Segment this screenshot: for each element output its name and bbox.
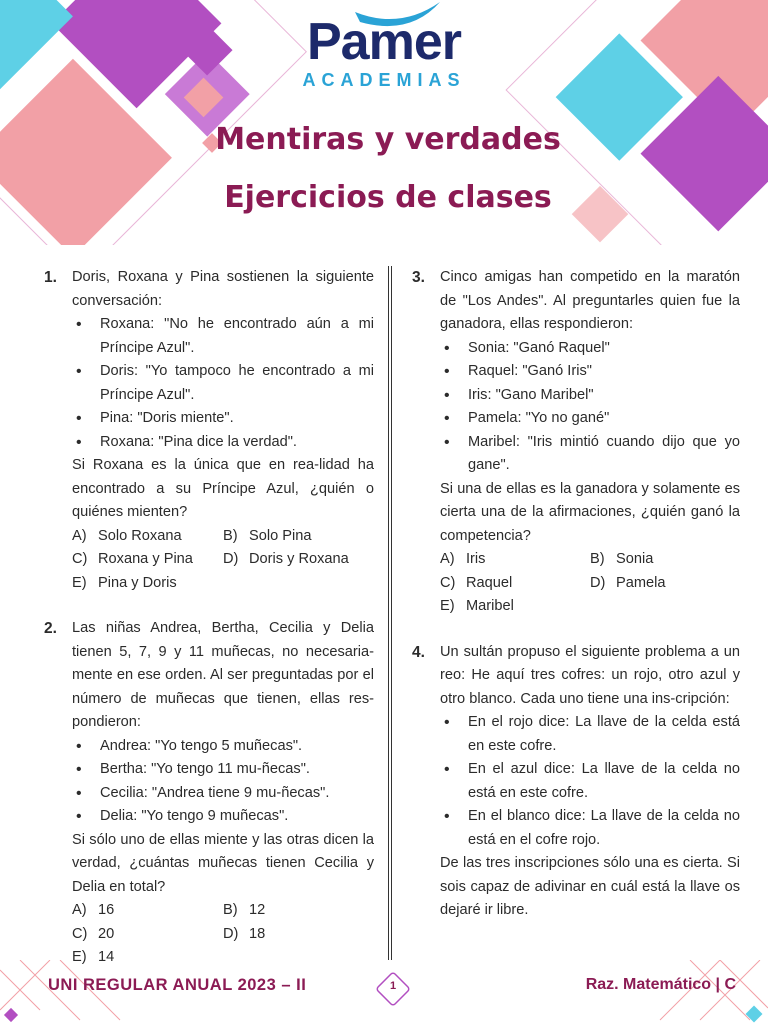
- page-number: 1: [389, 980, 397, 992]
- option-c[interactable]: C) Roxana y Pina: [72, 551, 193, 567]
- question-text: De las tres inscripciones sólo una es cierta. Si sois capaz de adivinar en cuál está la llave os dejaré ir libre.: [440, 855, 740, 918]
- list-item: • Doris: "Yo tampoco he encontrado a mi Príncipe Azul".: [72, 360, 374, 407]
- option-d[interactable]: D) Pamela: [590, 574, 666, 591]
- list-item: • Raquel: "Ganó Iris": [440, 360, 740, 384]
- option-d[interactable]: D) Doris y Roxana: [223, 551, 349, 567]
- column-divider: [388, 266, 392, 960]
- option-e[interactable]: E) Maribel: [440, 598, 514, 614]
- list-item: • Sonia: "Ganó Raquel": [440, 337, 740, 361]
- option-c[interactable]: C) 20: [72, 925, 115, 942]
- list-item: • En el rojo dice: La llave de la celda está en este cofre.: [440, 711, 740, 758]
- list-item: • Pina: "Doris miente".: [72, 407, 374, 431]
- course-label: UNI REGULAR ANUAL 2023 – II: [48, 976, 307, 994]
- list-item: • Delia: "Yo tengo 9 muñecas".: [72, 805, 374, 829]
- logo-main-text: Pamer: [307, 13, 461, 71]
- question-3: [412, 266, 740, 619]
- list-item: • Roxana: "Pina dice la verdad".: [72, 431, 374, 455]
- question-2: [44, 617, 374, 970]
- statement-list: [440, 711, 740, 852]
- page-header: [0, 0, 768, 245]
- statement-list: [440, 337, 740, 478]
- list-item: • Cecilia: "Andrea tiene 9 mu-ñecas".: [72, 782, 374, 806]
- option-c[interactable]: C) Raquel: [440, 574, 513, 591]
- right-column: [412, 266, 740, 923]
- logo-sub-text: ACADEMIAS: [302, 70, 466, 90]
- page-title: Mentiras y verdades: [215, 122, 561, 157]
- question-text: Si Roxana es la única que en rea-lidad ha encontrado a su Príncipe Azul, ¿quién o quiénes mienten?: [72, 457, 374, 520]
- left-column: [44, 266, 374, 970]
- list-item: • Pamela: "Yo no gané": [440, 407, 740, 431]
- option-e[interactable]: E) Pina y Doris: [72, 574, 177, 591]
- question-text: Si una de ellas es la ganadora y solamente es cierta una de la afirmaciones, ¿quién ganó la competencia?: [440, 480, 740, 544]
- answer-options: [72, 899, 374, 970]
- option-a[interactable]: A) Iris: [440, 551, 486, 567]
- list-item: • En el azul dice: La llave de la celda no está en este cofre.: [440, 758, 740, 805]
- logo: [0, 14, 768, 90]
- option-b[interactable]: B) 12: [223, 902, 266, 918]
- option-d[interactable]: D) 18: [223, 925, 266, 942]
- option-e[interactable]: E) 14: [72, 949, 115, 965]
- question-intro: Cinco amigas han competido en la maratón de "Los Andes". Al preguntarles quien fue la ganadora, ellas respondieron:: [440, 269, 740, 332]
- question-number: 4.: [412, 643, 425, 661]
- question-number: 2.: [44, 620, 57, 637]
- list-item: • Roxana: "No he encontrado aún a mi Príncipe Azul".: [72, 313, 374, 360]
- deco-square: [746, 1006, 763, 1023]
- page-subtitle: Ejercicios de clases: [224, 180, 552, 215]
- list-item: • En el blanco dice: La llave de la celda no está en el cofre rojo.: [440, 805, 740, 852]
- question-number: 1.: [44, 269, 57, 286]
- option-b[interactable]: B) Solo Pina: [223, 527, 312, 544]
- list-item: • Maribel: "Iris mintió cuando dijo que yo gane".: [440, 431, 740, 478]
- page-footer: [0, 960, 768, 1024]
- question-number: 3.: [412, 269, 425, 286]
- question-4: [412, 641, 740, 923]
- statement-list: [72, 735, 374, 829]
- subject-label: Raz. Matemático | C: [585, 976, 736, 993]
- question-intro: Las niñas Andrea, Bertha, Cecilia y Delia tienen 5, 7, 9 y 11 muñecas, no necesaria-mente en ese orden. Al ser preguntadas por el número de muñecas que tienen, ellas res-pondieron:: [72, 620, 374, 730]
- answer-options: [440, 548, 740, 619]
- deco-square: [4, 1008, 18, 1022]
- list-item: • Bertha: "Yo tengo 11 mu-ñecas".: [72, 758, 374, 782]
- answer-options: [72, 525, 374, 596]
- option-a[interactable]: A) 16: [72, 902, 115, 918]
- question-text: Si sólo uno de ellas miente y las otras dicen la verdad, ¿cuántas muñecas tienen Cecilia y Delia en total?: [72, 831, 374, 895]
- option-a[interactable]: A) Solo Roxana: [72, 527, 182, 544]
- list-item: • Andrea: "Yo tengo 5 muñecas".: [72, 735, 374, 759]
- question-intro: Un sultán propuso el siguiente problema a un reo: He aquí tres cofres: un rojo, otro azul y otro blanco. Cada uno tiene una ins-cripción:: [440, 643, 740, 707]
- question-intro: Doris, Roxana y Pina sostienen la siguiente conversación:: [72, 269, 374, 309]
- question-1: [44, 266, 374, 595]
- option-b[interactable]: B) Sonia: [590, 551, 654, 567]
- list-item: • Iris: "Gano Maribel": [440, 384, 740, 408]
- statement-list: [72, 313, 374, 454]
